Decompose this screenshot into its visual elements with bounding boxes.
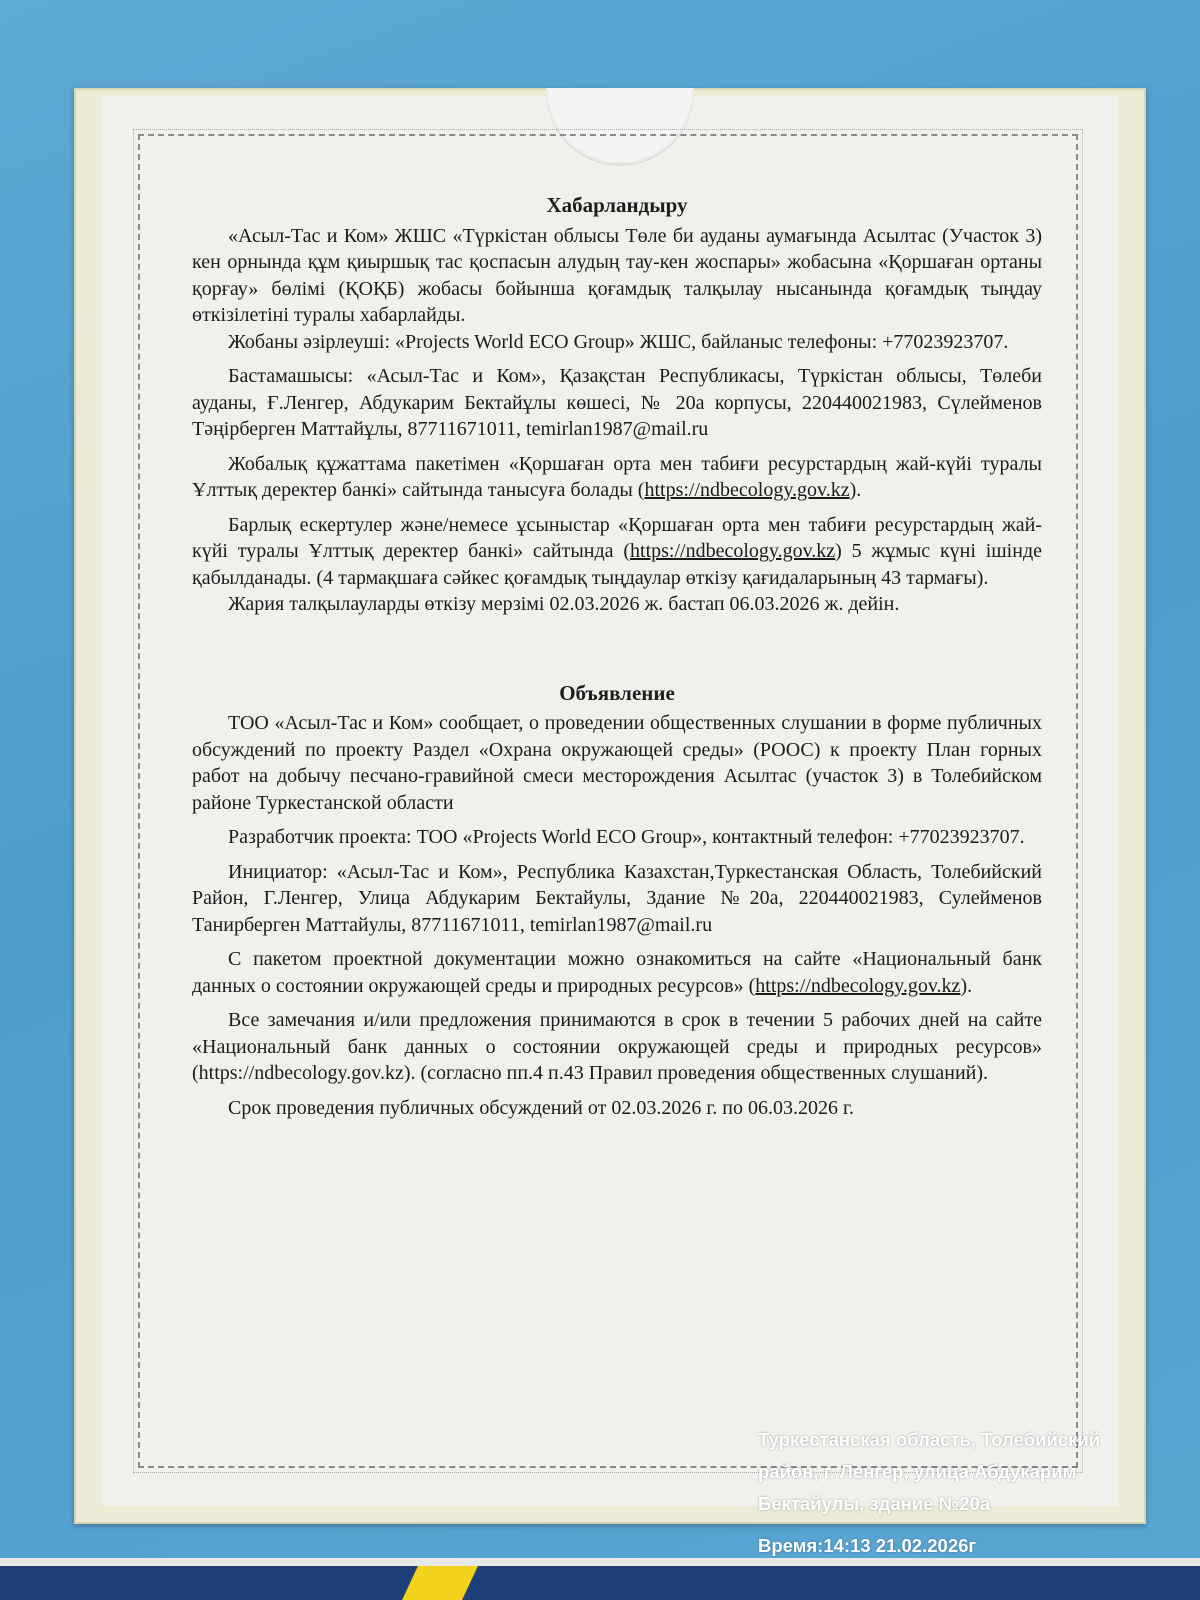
kazakh-paragraph-1: «Асыл-Тас и Ком» ЖШС «Түркістан облысы Төле би ауданы аумағында Асылтас (Участок 3) кен орнында құм қиыршық тас қоспасын алудың тау-кен жоспары» жобасына «Қоршаған ортаны қорғау» бөлімі (ҚОҚБ) жобасы бойынша қоғамдық талқылау нысанында қоғамдық тыңдау өткізілетіні туралы хабарлайды.: [192, 224, 1042, 326]
kazakh-section: [192, 192, 1042, 618]
ndbecology-link[interactable]: https://ndbecology.gov.kz: [755, 974, 961, 997]
kazakh-paragraph-6: Жария талқылауларды өткізу мерзімі 02.03.2026 ж. бастап 06.03.2026 ж. дейін.: [228, 593, 900, 615]
kazakh-paragraph-2: Жобаны әзірлеуші: «Projects World ECO Group» ЖШС, байланыс телефоны: +77023923707.: [228, 330, 1009, 353]
notice-document: [192, 192, 1042, 1121]
russian-paragraph-6: Срок проведения публичных обсуждений от 02.03.2026 г. по 06.03.2026 г.: [228, 1096, 854, 1119]
kazakh-paragraph-3: Бастамашысы: «Асыл-Тас и Ком», Қазақстан Республикасы, Түркістан облысы, Төлеби ауданы, Ғ.Ленгер, Абдукарим Бектайұлы көшесі, № 20а корпусы, 220440021983, Сүлейменов Тәңірберген Маттайұлы, 87711671011, temirlan1987@mail.ru: [192, 365, 1042, 440]
kazakh-paragraph-4: Жобалық құжаттама пакетімен «Қоршаған орта мен табиғи ресурстардың жай-күйі туралы Ұлттық деректер банкі» сайтында танысуға болады (https://ndbecology.gov.kz).: [192, 452, 1042, 501]
ndbecology-link[interactable]: https://ndbecology.gov.kz: [630, 540, 836, 562]
kazakh-title: Хабарландыру: [546, 193, 688, 217]
watermark-timestamp: Время:14:13 21.02.2026г: [758, 1535, 977, 1556]
photo-location-watermark: [758, 1424, 1178, 1562]
russian-section: [192, 680, 1042, 1122]
russian-paragraph-4: С пакетом проектной документации можно ознакомиться на сайте «Национальный банк данных о состоянии окружающей среды и природных ресурсов» (https://ndbecology.gov.kz).: [192, 948, 1042, 997]
ndbecology-link[interactable]: https://ndbecology.gov.kz: [644, 479, 850, 501]
russian-title: Объявление: [559, 680, 675, 705]
watermark-line-1: Туркестанская область, Толебийский: [758, 1429, 1101, 1450]
notice-board-bottom: [0, 1558, 1200, 1600]
russian-paragraph-2: Разработчик проекта: ТОО «Projects World ECO Group», контактный телефон: +77023923707.: [228, 826, 1025, 848]
kazakh-paragraph-5: Барлық ескертулер және/немесе ұсыныстар «Қоршаған орта мен табиғи ресурстардың жай-күйі туралы Ұлттық деректер банкі» сайтында (https://ndbecology.gov.kz) 5 жұмыс күні ішінде қабылданады. (4 тармақшаға сәйкес қоғамдық тыңдаулар өткізу қағидаларының 43 тармағы).: [192, 513, 1042, 589]
watermark-line-3: Бектайулы, здание №20а: [758, 1493, 991, 1514]
watermark-line-2: район, г. Ленгер, улица Абдукарим: [758, 1461, 1077, 1482]
russian-paragraph-3: Инициатор: «Асыл-Тас и Ком», Республика Казахстан,Туркестанская Область, Толебийский Район, Г.Ленгер, Улица Абдукарим Бектайулы, Здание №20а, 220440021983, Сулейменов Танирберген Маттайулы, 87711671011, temirlan1987@mail.ru: [192, 860, 1042, 936]
russian-paragraph-1: ТОО «Асыл-Тас и Ком» сообщает, о проведении общественных слушании в форме публичных обсуждений по проекту Раздел «Охрана окружающей среды» (РООС) к проекту План горных работ на добычу песчано-гравийной смеси месторождения Асылтас (участок 3) в Толебийском районе Туркестанской области: [192, 712, 1042, 814]
russian-paragraph-5: Все замечания и/или предложения принимаются в срок в течении 5 рабочих дней на сайте «Национальный банк данных о состоянии окружающей среды и природных ресурсов» (https://ndbecology.gov.kz). (согласно пп.4 п.43 Правил проведения общественных слушаний).: [192, 1009, 1042, 1084]
